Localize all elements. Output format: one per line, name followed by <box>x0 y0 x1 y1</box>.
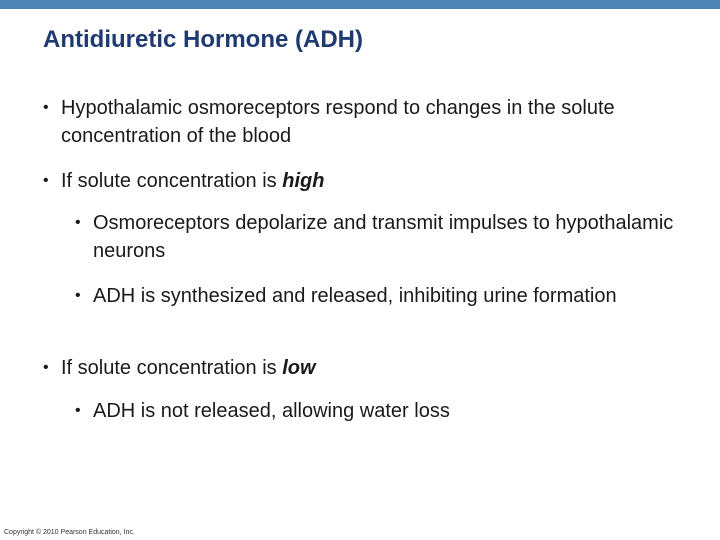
bullet-osmoreceptors <box>43 94 683 150</box>
bullet-dot: • <box>43 359 49 376</box>
sub-bullet-adh-released <box>75 282 675 310</box>
bullet-dot: • <box>43 172 49 189</box>
bullet-text: If solute concentration is <box>61 170 283 192</box>
bullet-dot: • <box>75 287 81 304</box>
bullet-text: ADH is not released, allowing water loss <box>93 400 450 422</box>
bullet-dot: • <box>75 214 81 231</box>
bullet-dot: • <box>75 402 81 419</box>
bullet-high-concentration <box>43 167 683 195</box>
emphasis-low: low <box>282 357 316 379</box>
bullet-text: Osmoreceptors depolarize and transmit impulses to hypothalamic neurons <box>93 212 674 262</box>
bullet-low-concentration <box>43 354 683 382</box>
sub-bullet-water-loss <box>75 397 675 425</box>
slide-title: Antidiuretic Hormone (ADH) <box>43 26 363 53</box>
bullet-text: Hypothalamic osmoreceptors respond to changes in the solute concentration of the blood <box>61 97 615 147</box>
bullet-text: If solute concentration is <box>61 357 283 379</box>
bullet-text: ADH is synthesized and released, inhibiting urine formation <box>93 285 617 307</box>
sub-bullet-depolarize <box>75 209 675 265</box>
emphasis-high: high <box>282 170 325 192</box>
top-accent-bar <box>0 0 720 9</box>
bullet-dot: • <box>43 99 49 116</box>
copyright-notice: Copyright © 2010 Pearson Education, Inc. <box>4 529 135 536</box>
